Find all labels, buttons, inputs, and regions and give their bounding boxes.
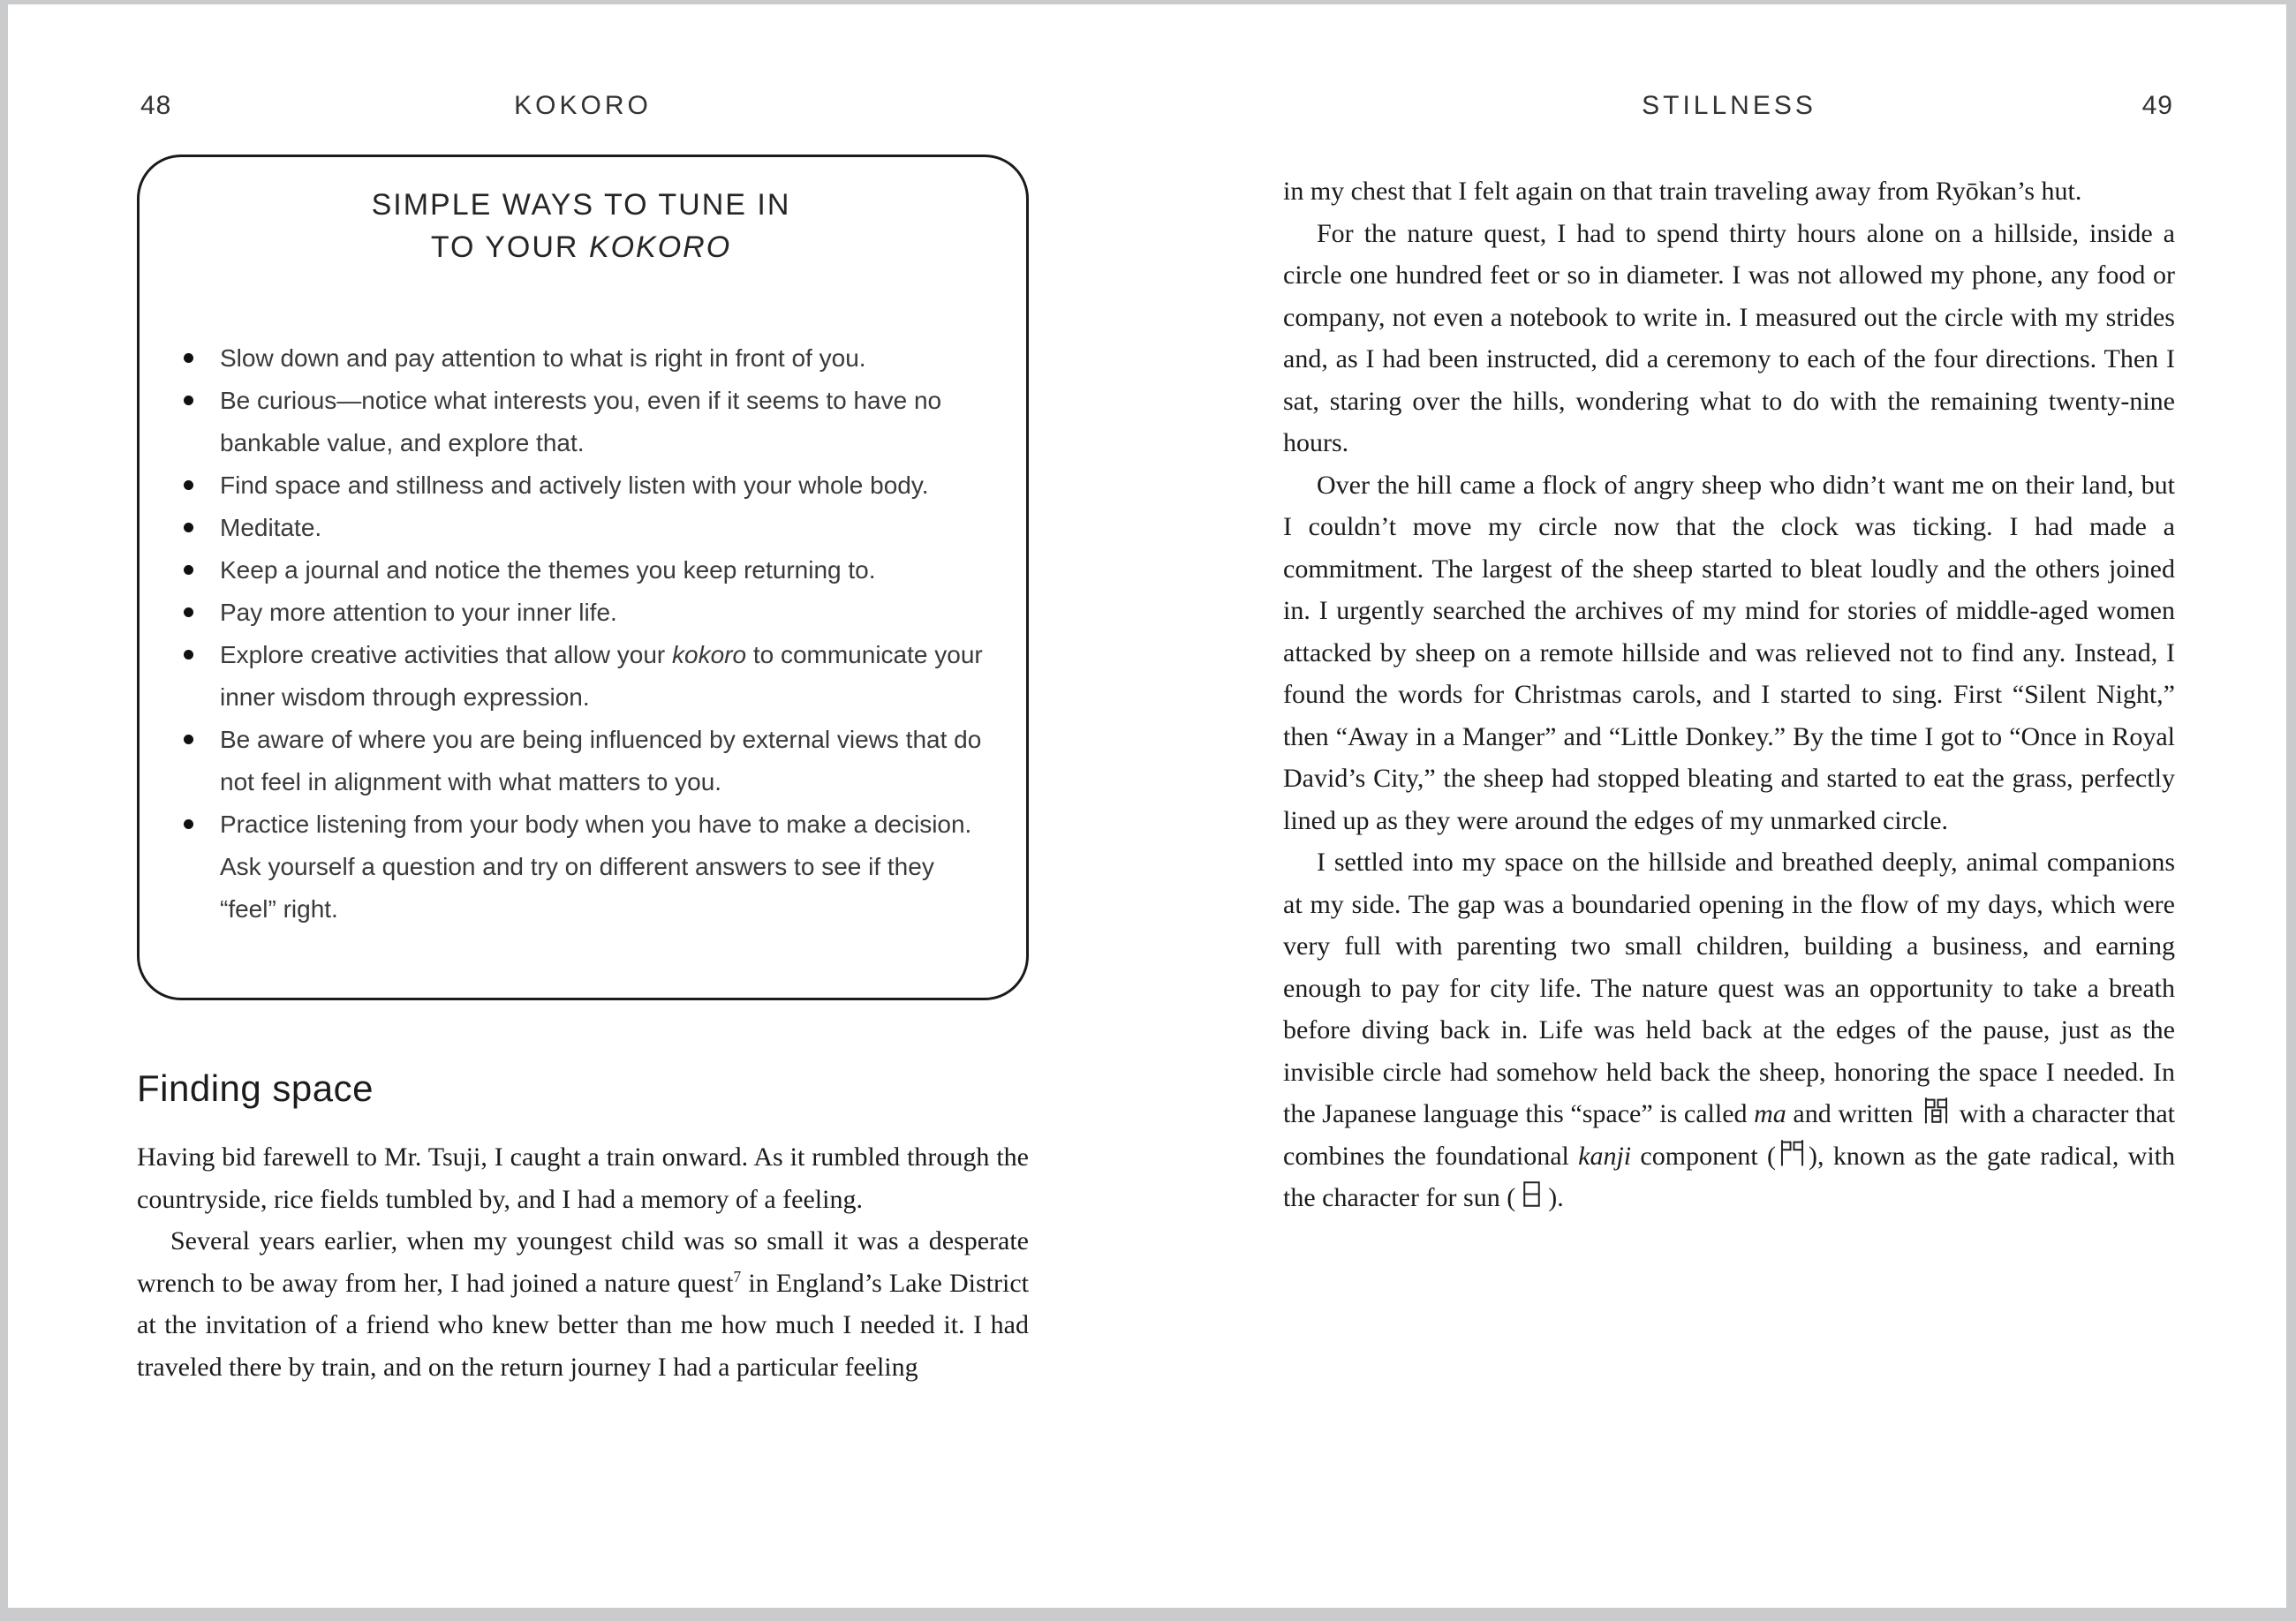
text-segment: in my chest that I felt again on that train traveling away from Ryōkan’s hut. [1283,177,2082,206]
bullet-dot [184,819,193,829]
text-segment: Over the hill came a flock of angry sheep who didn’t want me on their land, but I couldn’t move my circle now that the clock was ticking. I had made a commitment. The largest of the sheep started to bleat loudly and the others joined in. I urgently searched the archives of my mind for stories of middle-aged women attacked by sheep on a remote hillside and was relieved not to find any. Instead, I found the words for Christmas carols, and I started to sing. First “Silent Night,” then “Away in a Manger” and “Little Donkey.” By the time I got to “Once in Royal David’s City,” the sheep had stopped bleating and started to eat the grass, perfectly lined up as they were around the edges of my unmarked circle. [1283,470,2175,835]
page-right [1283,91,2175,1219]
bullet-text [220,592,986,634]
bullet-dot [184,396,193,405]
tune-in-callout-box [137,155,1029,1000]
bullet-item [177,592,986,634]
text-segment: Slow down and pay attention to what is right in front of you. [220,344,866,372]
bullet-text [220,719,986,803]
book-paper [8,4,2286,1608]
bullet-dot [184,735,193,744]
page-right-header [1283,91,2175,126]
bullet-dot [184,353,193,363]
text-segment: Practice listening from your body when you have to make a decision. Ask yourself a question and try on different answers to see if they “feel” right. [220,810,972,923]
text-segment: Having bid farewell to Mr. Tsuji, I caught a train onward. As it rumbled through the countryside, rice fields tumbled by, and I had a memory of a feeling. [137,1142,1029,1214]
kanji-sun-icon [1517,1180,1546,1209]
text-segment: ). [1548,1183,1564,1212]
text-segment: in England’s Lake District at the invitation of a friend who knew better than me how much I needed it. I had traveled there by train, and on the return journey I had a particular feeling [137,1268,1029,1382]
running-head-left: KOKORO [514,91,652,120]
text-segment: and written [1786,1099,1920,1128]
bullet-item [177,337,986,380]
body-paragraph [1283,464,2175,842]
text-segment: Explore creative activities that allow your [220,641,672,668]
callout-bullet-list [177,337,986,931]
callout-box-title [177,184,986,268]
bullet-item [177,464,986,507]
kanji-gate-icon [1778,1138,1807,1167]
bullet-dot [184,607,193,617]
bullet-text [220,634,986,719]
bullet-dot [184,523,193,532]
callout-title-line2-italic: KOKORO [588,230,732,264]
bullet-item [177,634,986,719]
bullet-text [220,380,986,464]
text-segment: Meditate. [220,514,322,541]
bullet-dot [184,565,193,575]
page-left-header [137,91,1029,126]
bullet-text [220,803,986,931]
bullet-item [177,549,986,592]
bullet-text [220,464,986,507]
bullet-item [177,507,986,549]
running-head-right: STILLNESS [1642,91,1816,120]
page-number-right: 49 [2141,91,2173,120]
text-segment: Several years earlier, when my youngest child was so small it was a desperate wrench to be away from her, I had joined a nature quest [137,1226,1029,1298]
body-paragraph [137,1136,1029,1220]
kanji-ma-icon [1922,1096,1951,1125]
text-segment: Pay more attention to your inner life. [220,599,617,626]
text-segment: kokoro [672,641,747,668]
body-paragraph [1283,213,2175,464]
page-left [137,91,1029,1388]
footnote-ref[interactable]: 7 [733,1267,742,1285]
text-segment: Find space and stillness and actively listen with your whole body. [220,471,929,499]
text-segment: Be aware of where you are being influenced by external views that do not feel in alignment with what matters to you. [220,726,982,795]
text-segment: component ( [1631,1141,1777,1171]
bullet-dot [184,650,193,660]
text-segment: I settled into my space on the hillside and breathed deeply, animal companions at my side. The gap was a boundaried opening in the flow of my days, which were very full with parenting two small children, building a business, and earning enough to pay for city life. The nature quest was an opportunity to take a breath before diving back in. Life was held back at the edges of the pause, just as the invisible circle had somehow held back the sheep, honoring the space I needed. In the Japanese language this “space” is called [1283,848,2175,1128]
bullet-text [220,549,986,592]
bullet-item [177,719,986,803]
text-segment: ), known as the gate radical, with the character for sun ( [1283,1141,2175,1212]
callout-title-line1: SIMPLE WAYS TO TUNE IN [371,188,791,222]
bullet-item [177,803,986,931]
body-copy-left [137,1136,1029,1388]
text-segment: ma [1754,1099,1786,1128]
body-paragraph [1283,841,2175,1219]
page-number-left: 48 [140,91,172,120]
text-segment: to communicate your inner wisdom through expression. [220,641,983,711]
text-segment: with a character that combines the foundational [1283,1099,2176,1171]
body-copy-right [1283,170,2175,1219]
text-segment: kanji [1578,1141,1632,1171]
text-segment: For the nature quest, I had to spend thirty hours alone on a hillside, inside a circle one hundred feet or so in diameter. I was not allowed my phone, any food or company, not even a notebook to write in. I measured out the circle with my strides and, as I had been instructed, did a ceremony to each of the four directions. Then I sat, staring over the hills, wondering what to do with the remaining twenty-nine hours. [1283,218,2175,457]
text-segment: Be curious—notice what interests you, even if it seems to have no bankable value, and explore that. [220,387,942,456]
bullet-text [220,507,986,549]
body-paragraph [1283,170,2175,213]
bullet-dot [184,480,193,490]
bullet-item [177,380,986,464]
bullet-text [220,337,986,380]
text-segment: Keep a journal and notice the themes you keep returning to. [220,556,876,584]
section-heading: Finding space [137,1067,374,1109]
body-paragraph [137,1220,1029,1388]
callout-title-line2-prefix: TO YOUR [430,230,589,264]
